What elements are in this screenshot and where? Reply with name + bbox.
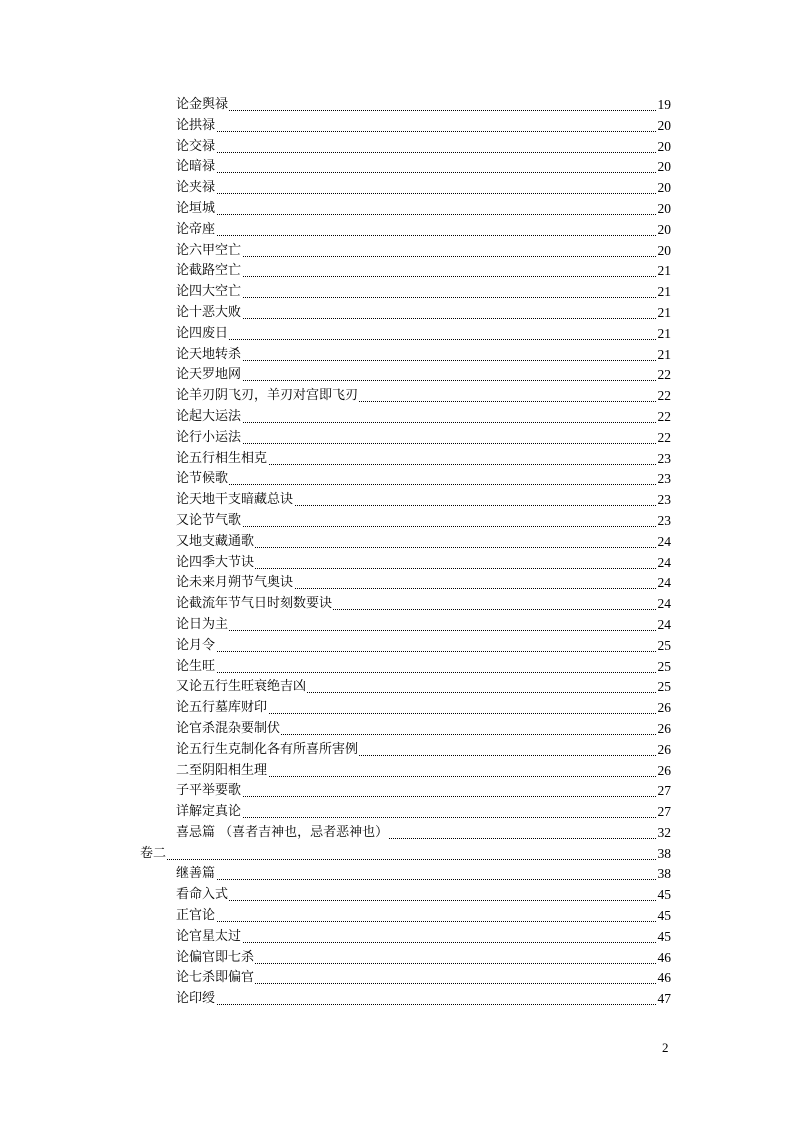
dot-leader xyxy=(176,511,670,527)
dot-leader xyxy=(176,220,670,236)
toc-entry-title: 论截路空亡 xyxy=(176,261,242,282)
toc-entry-page: 46 xyxy=(657,948,672,969)
toc-entry-page: 24 xyxy=(657,573,672,594)
toc-entry[interactable] xyxy=(0,740,793,761)
toc-entry-page: 23 xyxy=(657,449,672,470)
dot-leader xyxy=(176,324,670,340)
toc-entry-page: 21 xyxy=(657,303,672,324)
dot-leader xyxy=(176,864,670,880)
toc-entry-page: 45 xyxy=(657,906,672,927)
toc-entry-page: 20 xyxy=(657,157,672,178)
toc-entry-page: 24 xyxy=(657,532,672,553)
toc-entry-title: 论生旺 xyxy=(176,657,216,678)
toc-entry-title: 详解定真论 xyxy=(176,802,242,823)
toc-entry-page: 46 xyxy=(657,968,672,989)
toc-entry[interactable] xyxy=(0,220,793,241)
dot-leader xyxy=(176,241,670,257)
toc-entry-page: 21 xyxy=(657,282,672,303)
toc-entry-title: 继善篇 xyxy=(176,864,216,885)
toc-entry-page: 23 xyxy=(657,511,672,532)
toc-entry-title: 论截流年节气日时刻数要诀 xyxy=(176,594,333,615)
dot-leader xyxy=(176,885,670,901)
toc-entry-title: 论起大运法 xyxy=(176,407,242,428)
toc-entry[interactable] xyxy=(0,261,793,282)
toc-entry-title: 论拱禄 xyxy=(176,116,216,137)
dot-leader xyxy=(176,95,670,111)
dot-leader xyxy=(176,469,670,485)
toc-entry-page: 20 xyxy=(657,241,672,262)
dot-leader xyxy=(176,989,670,1005)
toc-entry[interactable] xyxy=(0,428,793,449)
toc-entry-page: 22 xyxy=(657,365,672,386)
toc-entry-page: 32 xyxy=(657,823,672,844)
toc-entry-page: 24 xyxy=(657,553,672,574)
toc-entry-title: 论官杀混杂要制伏 xyxy=(176,719,281,740)
toc-entry-title: 子平举要歌 xyxy=(176,781,242,802)
toc-entry-title: 论印绶 xyxy=(176,989,216,1010)
toc-entry-page: 22 xyxy=(657,386,672,407)
toc-entry-title: 论四季大节诀 xyxy=(176,553,255,574)
toc-entry-title: 论五行生克制化各有所喜所害例 xyxy=(176,740,359,761)
dot-leader xyxy=(176,615,670,631)
toc-entry[interactable] xyxy=(0,553,793,574)
dot-leader xyxy=(176,365,670,381)
dot-leader xyxy=(176,657,670,673)
toc-entry-page: 23 xyxy=(657,469,672,490)
toc-entry-page: 25 xyxy=(657,657,672,678)
toc-entry[interactable] xyxy=(0,927,793,948)
table-of-contents xyxy=(0,95,793,1010)
toc-entry-title: 论羊刃阴飞刃，羊刃对宫即飞刃 xyxy=(176,386,359,407)
toc-entry[interactable] xyxy=(0,137,793,158)
toc-entry[interactable] xyxy=(0,490,793,511)
toc-entry-title: 又论五行生旺衰绝吉凶 xyxy=(176,677,307,698)
toc-entry-title: 论天罗地网 xyxy=(176,365,242,386)
toc-entry-page: 21 xyxy=(657,345,672,366)
toc-entry-title: 论月令 xyxy=(176,636,216,657)
toc-entry[interactable] xyxy=(0,657,793,678)
toc-entry-page: 22 xyxy=(657,407,672,428)
toc-entry-title: 论六甲空亡 xyxy=(176,241,242,262)
toc-entry[interactable] xyxy=(0,199,793,220)
toc-entry-page: 25 xyxy=(657,677,672,698)
toc-entry[interactable] xyxy=(0,365,793,386)
toc-entry[interactable] xyxy=(0,345,793,366)
dot-leader xyxy=(176,927,670,943)
toc-entry-page: 26 xyxy=(657,698,672,719)
toc-entry-page: 20 xyxy=(657,220,672,241)
toc-entry[interactable] xyxy=(0,573,793,594)
dot-leader xyxy=(176,303,670,319)
toc-entry-title: 论五行相生相克 xyxy=(176,449,268,470)
toc-entry[interactable] xyxy=(0,844,793,865)
dot-leader xyxy=(176,282,670,298)
toc-entry[interactable] xyxy=(0,303,793,324)
toc-entry-page: 26 xyxy=(657,740,672,761)
toc-entry-title: 论帝座 xyxy=(176,220,216,241)
toc-entry-page: 26 xyxy=(657,761,672,782)
toc-entry-title: 论节候歌 xyxy=(176,469,229,490)
toc-entry[interactable] xyxy=(0,157,793,178)
dot-leader xyxy=(140,844,670,860)
toc-entry[interactable] xyxy=(0,864,793,885)
toc-entry-title: 论金舆禄 xyxy=(176,95,229,116)
toc-entry[interactable] xyxy=(0,989,793,1010)
dot-leader xyxy=(176,178,670,194)
toc-entry[interactable] xyxy=(0,615,793,636)
toc-entry-page: 47 xyxy=(657,989,672,1010)
toc-entry-page: 45 xyxy=(657,927,672,948)
dot-leader xyxy=(176,157,670,173)
toc-entry[interactable] xyxy=(0,469,793,490)
toc-entry[interactable] xyxy=(0,823,793,844)
toc-entry-title: 论天地转杀 xyxy=(176,345,242,366)
toc-entry-title: 正官论 xyxy=(176,906,216,927)
toc-entry[interactable] xyxy=(0,324,793,345)
toc-entry-page: 19 xyxy=(657,95,672,116)
toc-entry[interactable] xyxy=(0,885,793,906)
toc-entry-title: 论天地干支暗藏总诀 xyxy=(176,490,294,511)
toc-entry-page: 27 xyxy=(657,781,672,802)
toc-entry-title: 又地支藏通歌 xyxy=(176,532,255,553)
toc-entry[interactable] xyxy=(0,116,793,137)
toc-entry-page: 22 xyxy=(657,428,672,449)
toc-entry[interactable] xyxy=(0,407,793,428)
toc-entry-title: 论夹禄 xyxy=(176,178,216,199)
toc-entry-title: 论五行墓库财印 xyxy=(176,698,268,719)
toc-entry-page: 23 xyxy=(657,490,672,511)
toc-entry-title: 论交禄 xyxy=(176,137,216,158)
toc-entry-title: 论未来月朔节气奥诀 xyxy=(176,573,294,594)
toc-entry-title: 二至阴阳相生理 xyxy=(176,761,268,782)
toc-entry[interactable] xyxy=(0,449,793,470)
toc-entry-page: 21 xyxy=(657,261,672,282)
toc-entry[interactable] xyxy=(0,906,793,927)
toc-entry-page: 24 xyxy=(657,594,672,615)
toc-entry-page: 38 xyxy=(657,844,672,865)
dot-leader xyxy=(176,636,670,652)
toc-entry[interactable] xyxy=(0,968,793,989)
toc-entry[interactable] xyxy=(0,95,793,116)
toc-entry-title: 看命入式 xyxy=(176,885,229,906)
toc-entry-title: 论行小运法 xyxy=(176,428,242,449)
dot-leader xyxy=(176,261,670,277)
toc-entry-title: 论官星太过 xyxy=(176,927,242,948)
toc-entry[interactable] xyxy=(0,719,793,740)
toc-entry[interactable] xyxy=(0,781,793,802)
toc-entry-title: 喜忌篇 （喜者吉神也，忌者恶神也） xyxy=(176,823,389,844)
toc-entry-title: 论偏官即七杀 xyxy=(176,948,255,969)
toc-entry-page: 25 xyxy=(657,636,672,657)
toc-entry-page: 20 xyxy=(657,178,672,199)
toc-entry-title: 论暗禄 xyxy=(176,157,216,178)
toc-entry[interactable] xyxy=(0,948,793,969)
dot-leader xyxy=(176,906,670,922)
toc-entry-page: 20 xyxy=(657,137,672,158)
toc-entry-title: 论四废日 xyxy=(176,324,229,345)
toc-entry-page: 24 xyxy=(657,615,672,636)
dot-leader xyxy=(176,428,670,444)
toc-entry[interactable] xyxy=(0,282,793,303)
toc-entry[interactable] xyxy=(0,761,793,782)
toc-entry-page: 26 xyxy=(657,719,672,740)
toc-entry[interactable] xyxy=(0,594,793,615)
toc-entry-page: 21 xyxy=(657,324,672,345)
dot-leader xyxy=(176,802,670,818)
toc-entry-title: 论垣城 xyxy=(176,199,216,220)
toc-entry[interactable] xyxy=(0,241,793,262)
toc-entry[interactable] xyxy=(0,698,793,719)
toc-entry[interactable] xyxy=(0,636,793,657)
page-number: 2 xyxy=(662,1040,669,1055)
toc-entry[interactable] xyxy=(0,677,793,698)
toc-entry-title: 又论节气歌 xyxy=(176,511,242,532)
dot-leader xyxy=(176,137,670,153)
toc-entry[interactable] xyxy=(0,802,793,823)
dot-leader xyxy=(176,781,670,797)
toc-entry[interactable] xyxy=(0,532,793,553)
toc-entry-title: 论四大空亡 xyxy=(176,282,242,303)
toc-entry-title: 论日为主 xyxy=(176,615,229,636)
dot-leader xyxy=(176,407,670,423)
dot-leader xyxy=(176,345,670,361)
dot-leader xyxy=(176,116,670,132)
toc-entry[interactable] xyxy=(0,386,793,407)
toc-entry-page: 20 xyxy=(657,199,672,220)
toc-entry-title: 论七杀即偏官 xyxy=(176,968,255,989)
toc-entry-page: 27 xyxy=(657,802,672,823)
toc-entry-page: 20 xyxy=(657,116,672,137)
toc-entry-title: 卷二 xyxy=(140,844,167,865)
toc-entry[interactable] xyxy=(0,511,793,532)
toc-entry[interactable] xyxy=(0,178,793,199)
dot-leader xyxy=(176,199,670,215)
toc-entry-page: 38 xyxy=(657,864,672,885)
toc-entry-page: 45 xyxy=(657,885,672,906)
toc-entry-title: 论十恶大败 xyxy=(176,303,242,324)
